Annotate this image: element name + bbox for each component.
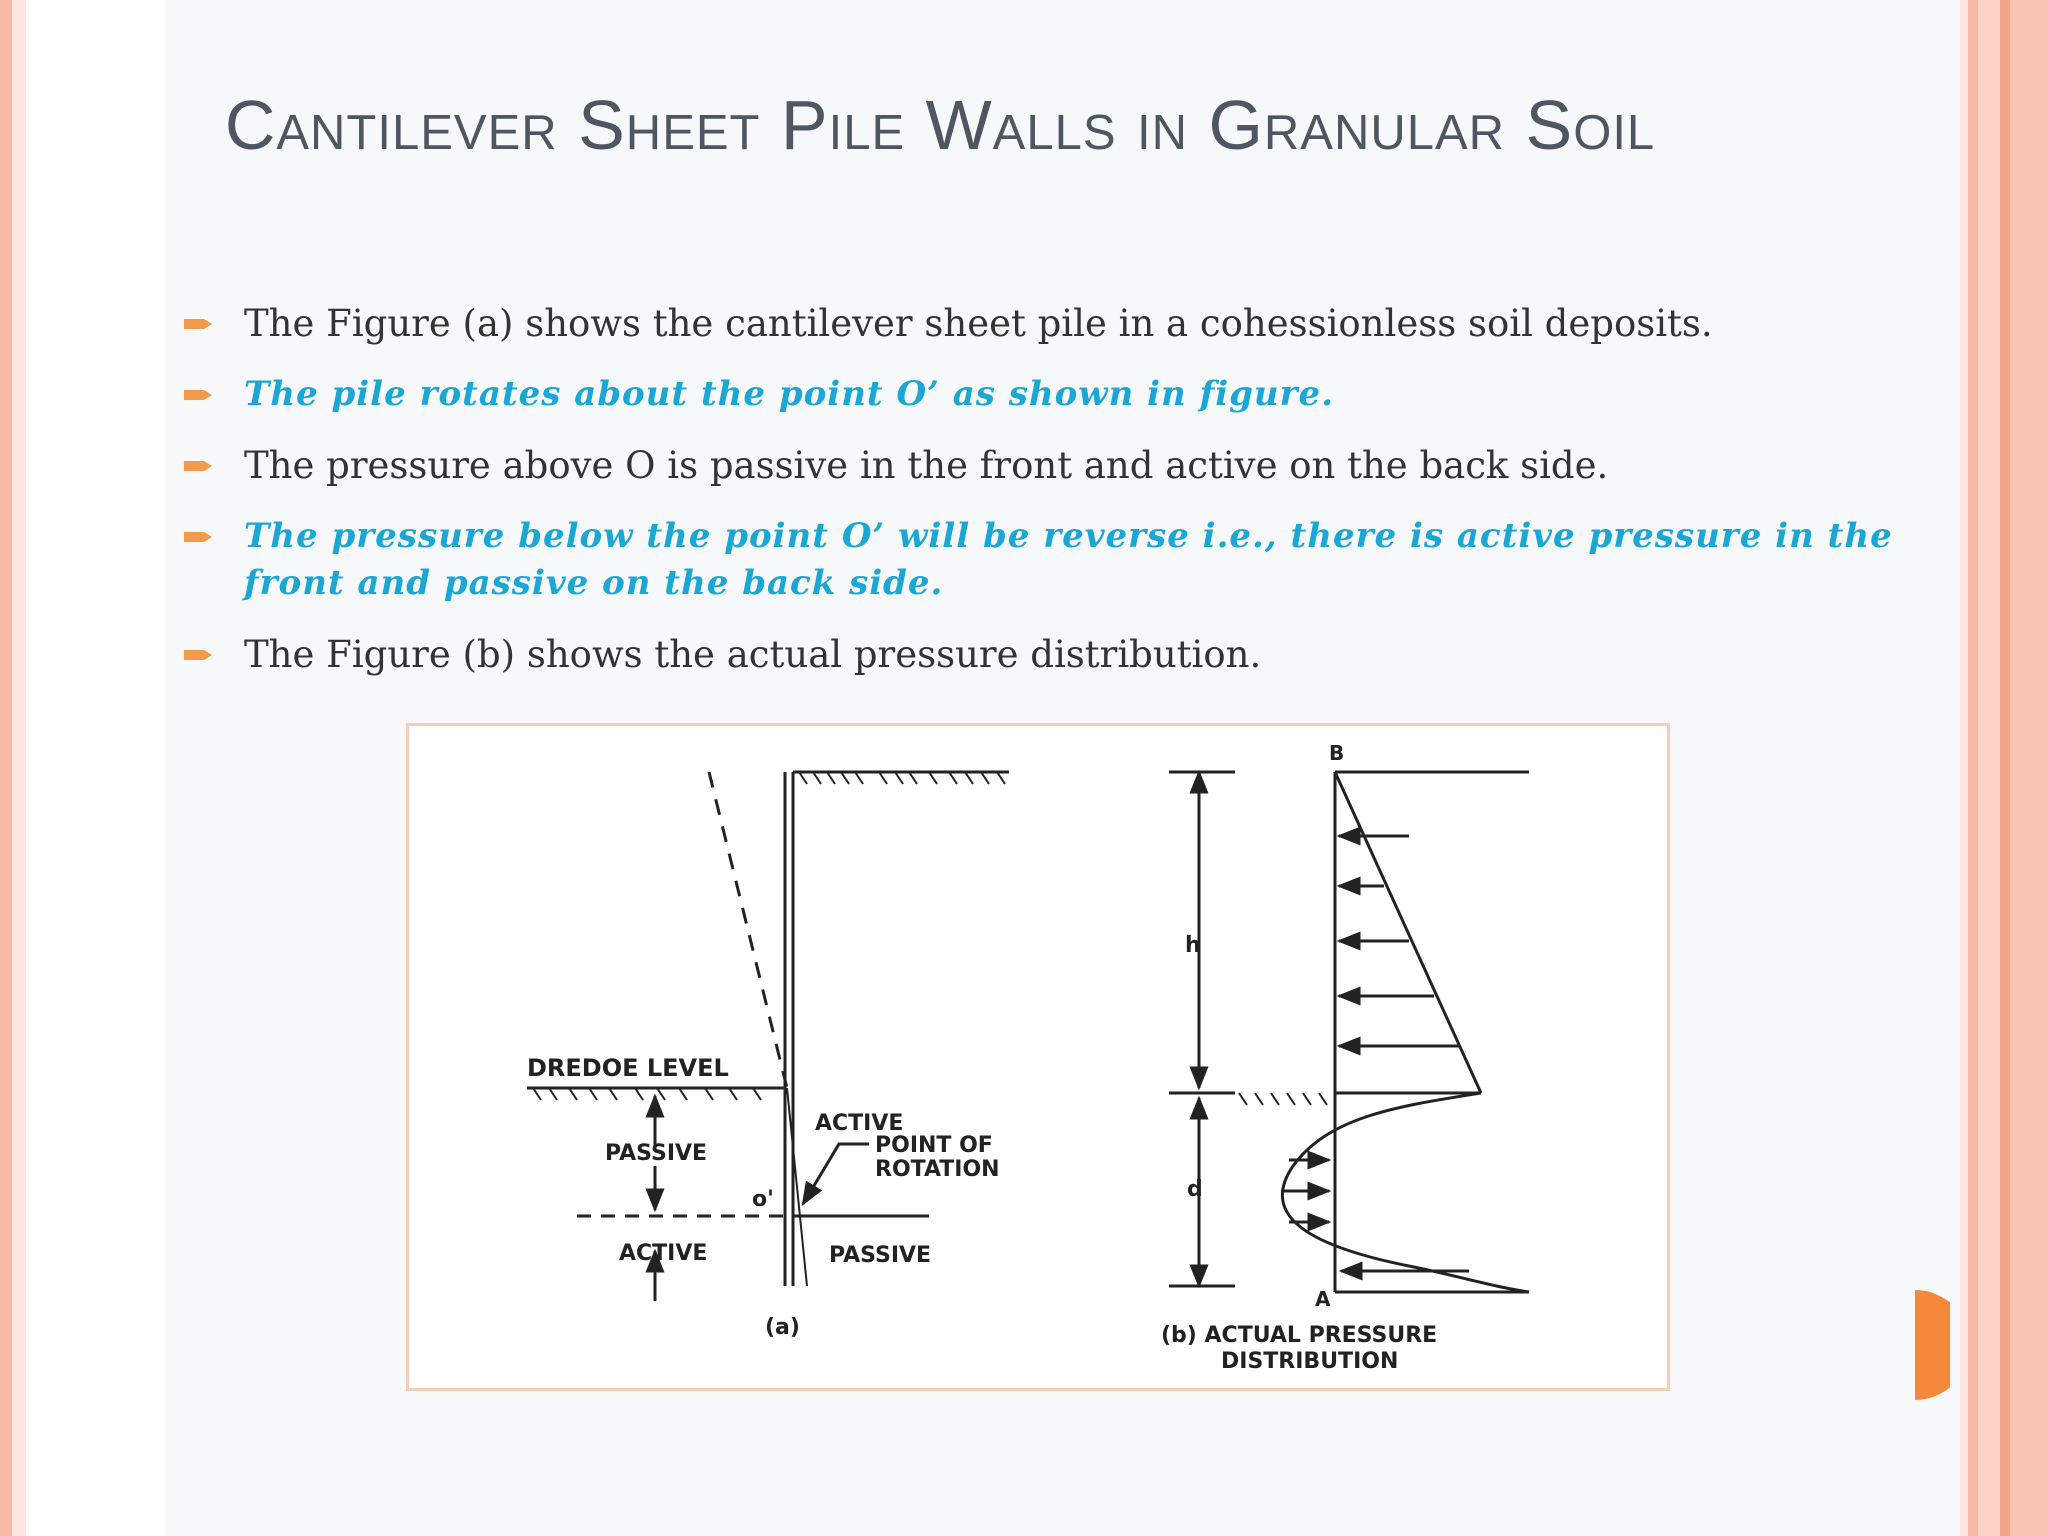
bullet-item [180,300,1940,347]
frame-right-stripe-1 [1968,0,1978,1536]
frame-right-band-inner [1960,0,1968,1536]
rotation-pointer-arrow [803,1144,869,1204]
h-label: h [1185,933,1201,958]
passive-upper-label: PASSIVE [605,1141,708,1166]
bullet-item [180,513,1940,607]
rotation-label-1: POINT OF [875,1133,993,1158]
slide-title: Cantilever Sheet Pile Walls in Granular Soil [224,86,1656,164]
passive-right-label: PASSIVE [829,1243,932,1268]
rotation-label-2: ROTATION [875,1157,1000,1182]
bullet-text: The pile rotates about the point O’ as shown in figure. [244,374,1335,414]
figure-a-caption: (a) [765,1315,800,1340]
bullet-item [180,442,1940,489]
frame-right-stripe-2 [2000,0,2010,1536]
bullet-arrow-icon [184,316,214,332]
sheet-pile-figure [406,723,1670,1391]
frame-left-band [12,0,26,1536]
figure-drawing [409,726,1667,1388]
bullet-text: The pressure above O is passive in the front and active on the back side. [244,444,1609,487]
point-a-label: A [1315,1287,1331,1311]
dredge-hatch [533,1088,761,1100]
bullet-text: The pressure below the point O’ will be reverse i.e., there is active pressure in the front and passive on the back side. [244,516,1893,603]
bullet-arrow-icon [184,647,214,663]
point-b-label: B [1329,741,1345,765]
point-o-label: o' [752,1187,774,1212]
bullet-item [180,631,1940,678]
figure-b-caption-1: (b) ACTUAL PRESSURE [1161,1323,1438,1348]
frame-right-band [1978,0,2000,1536]
active-right-label: ACTIVE [815,1111,904,1136]
dredge-level-label: DREDOE LEVEL [527,1054,729,1082]
ground-hatch-back [799,772,1005,784]
bullet-text: The Figure (b) shows the actual pressure distribution. [244,633,1262,676]
rotated-pile-dashed [709,772,787,1088]
frame-right-edge [2010,0,2048,1536]
bullet-text: The Figure (a) shows the cantilever sheet pile in a cohessionless soil deposits. [244,302,1713,345]
active-lower-label: ACTIVE [619,1241,708,1266]
d-label: d [1187,1177,1203,1202]
frame-left-stripe [0,0,12,1536]
bullet-arrow-icon [184,458,214,474]
figure-b-caption-2: DISTRIBUTION [1221,1349,1399,1374]
decorative-circle-icon [1880,1290,1950,1400]
bullet-item [180,371,1940,418]
bullet-list [180,300,1940,702]
bullet-arrow-icon [184,387,214,403]
dredge-hatch-b [1239,1093,1327,1105]
bullet-arrow-icon [184,529,214,545]
rotated-pile-lower [787,1088,807,1286]
